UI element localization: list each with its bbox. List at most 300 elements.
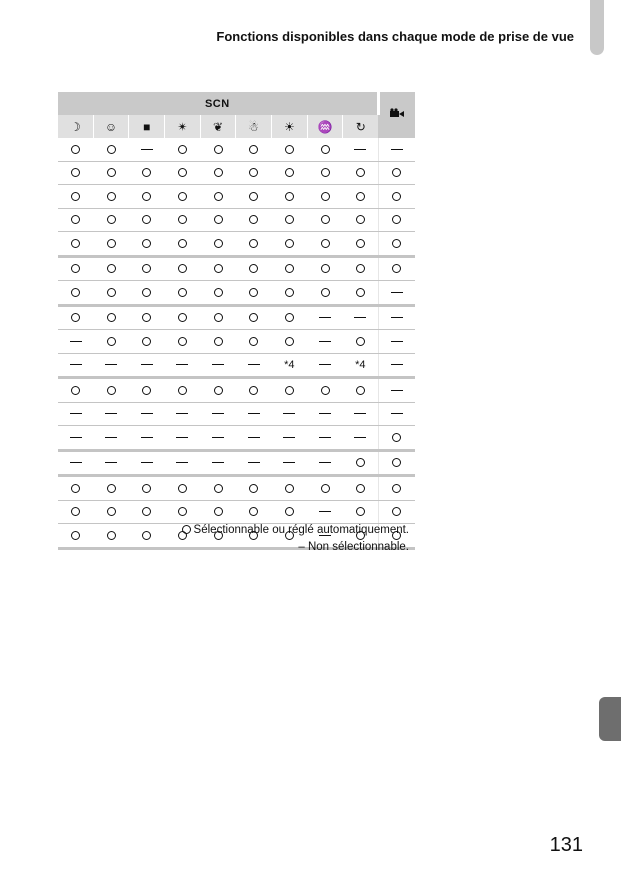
available-mark [285, 264, 294, 273]
table-cell [307, 330, 343, 354]
available-mark [285, 313, 294, 322]
table-cell [93, 353, 129, 378]
table-cell [200, 208, 236, 232]
table-cell [343, 256, 378, 281]
table-cell [378, 402, 415, 426]
unavailable-mark [176, 462, 188, 463]
available-mark [249, 215, 258, 224]
available-mark [321, 192, 330, 201]
table-cell [200, 500, 236, 524]
unavailable-mark [248, 413, 260, 414]
available-mark [285, 386, 294, 395]
table-cell [93, 402, 129, 426]
available-mark [107, 337, 116, 346]
available-mark [142, 215, 151, 224]
table-cell [378, 305, 415, 330]
table-cell [93, 256, 129, 281]
table-cell [236, 161, 272, 185]
table-cell [236, 500, 272, 524]
table-cell [200, 476, 236, 501]
table-cell [58, 185, 93, 209]
table-cell [378, 138, 415, 161]
sunset-icon: ☀ [272, 115, 308, 138]
table-cell [93, 138, 129, 161]
table-cell [343, 330, 378, 354]
available-mark [107, 239, 116, 248]
available-mark [107, 507, 116, 516]
table-cell [236, 353, 272, 378]
table-cell [129, 161, 165, 185]
available-mark [142, 168, 151, 177]
table-cell [93, 426, 129, 451]
available-mark [392, 433, 401, 442]
available-mark [214, 145, 223, 154]
available-mark [107, 192, 116, 201]
available-mark [285, 507, 294, 516]
available-mark [142, 507, 151, 516]
circle-icon [182, 525, 191, 534]
table-row [58, 281, 415, 306]
available-mark [178, 145, 187, 154]
table-cell [236, 402, 272, 426]
table-cell [93, 524, 129, 549]
available-mark [178, 337, 187, 346]
available-mark [392, 215, 401, 224]
available-mark [214, 288, 223, 297]
available-mark [71, 313, 80, 322]
table-cell [307, 450, 343, 476]
unavailable-mark [283, 462, 295, 463]
table-cell [58, 161, 93, 185]
unavailable-mark [141, 364, 153, 365]
available-mark [178, 507, 187, 516]
table-cell [307, 476, 343, 501]
table-cell [378, 208, 415, 232]
available-mark [142, 264, 151, 273]
table-cell [307, 305, 343, 330]
available-mark [356, 386, 365, 395]
available-mark [142, 313, 151, 322]
table-cell: *4 [343, 353, 378, 378]
table-cell [165, 208, 201, 232]
table-cell [165, 305, 201, 330]
table-cell [93, 330, 129, 354]
table-cell [200, 330, 236, 354]
table-cell [307, 256, 343, 281]
table-row [58, 426, 415, 451]
unavailable-mark [354, 413, 366, 414]
available-mark [178, 239, 187, 248]
table-cell [343, 232, 378, 257]
table-cell [343, 305, 378, 330]
available-mark [392, 168, 401, 177]
available-mark [249, 239, 258, 248]
table-cell [58, 524, 93, 549]
table-cell [272, 256, 308, 281]
available-mark [71, 168, 80, 177]
kids-pets-icon: ↻ [343, 115, 378, 138]
table-row [58, 185, 415, 209]
unavailable-mark [354, 437, 366, 438]
lamp-icon: ■ [129, 115, 165, 138]
available-mark [321, 288, 330, 297]
available-mark [356, 507, 365, 516]
legend-selectable: Sélectionnable ou réglé automatiquement. [182, 524, 409, 536]
unavailable-mark [70, 413, 82, 414]
table-cell [200, 305, 236, 330]
available-mark [249, 288, 258, 297]
table-cell [129, 450, 165, 476]
available-mark [107, 313, 116, 322]
table-cell [236, 185, 272, 209]
unavailable-mark [319, 341, 331, 342]
unavailable-mark [248, 437, 260, 438]
available-mark [142, 337, 151, 346]
available-mark [142, 386, 151, 395]
available-mark [178, 288, 187, 297]
unavailable-mark [354, 149, 366, 150]
fireworks-icon: ✴ [165, 115, 201, 138]
unavailable-mark [248, 462, 260, 463]
table-row [58, 305, 415, 330]
table-cell [165, 402, 201, 426]
available-mark [249, 337, 258, 346]
available-mark [321, 168, 330, 177]
table-cell [236, 208, 272, 232]
available-mark [285, 168, 294, 177]
face-shadow-icon: ☺ [93, 115, 129, 138]
available-mark [214, 484, 223, 493]
portrait-night-icon: ☽ [58, 115, 93, 138]
table-cell [272, 426, 308, 451]
table-cell [58, 450, 93, 476]
table-cell [272, 330, 308, 354]
table-cell [272, 138, 308, 161]
available-mark [356, 264, 365, 273]
table-cell [236, 305, 272, 330]
available-mark [142, 288, 151, 297]
unavailable-mark [141, 413, 153, 414]
table-cell [236, 232, 272, 257]
available-mark [214, 386, 223, 395]
section-tab [599, 697, 621, 741]
table-cell [236, 378, 272, 403]
unavailable-mark [283, 437, 295, 438]
available-mark [214, 264, 223, 273]
table-cell [343, 426, 378, 451]
table-cell [307, 185, 343, 209]
available-mark [71, 507, 80, 516]
unavailable-mark [105, 413, 117, 414]
table-cell [165, 256, 201, 281]
table-cell [129, 208, 165, 232]
table-row [58, 378, 415, 403]
table-row [58, 476, 415, 501]
table-cell [307, 281, 343, 306]
available-mark [214, 507, 223, 516]
table-cell [93, 378, 129, 403]
available-mark [321, 264, 330, 273]
table-row [58, 330, 415, 354]
available-mark [285, 192, 294, 201]
page-title: Fonctions disponibles dans chaque mode de prise de vue [216, 29, 574, 44]
unavailable-mark [141, 149, 153, 150]
table-cell [272, 378, 308, 403]
table-cell [307, 402, 343, 426]
available-mark [285, 145, 294, 154]
table-row [58, 161, 415, 185]
unavailable-mark [391, 292, 403, 293]
table-cell [378, 281, 415, 306]
available-mark [71, 239, 80, 248]
available-mark [356, 288, 365, 297]
available-mark [107, 484, 116, 493]
unavailable-mark [319, 462, 331, 463]
available-mark [392, 484, 401, 493]
table-cell [343, 161, 378, 185]
unavailable-mark [70, 341, 82, 342]
available-mark [107, 531, 116, 540]
table-cell [272, 208, 308, 232]
table-cell [200, 353, 236, 378]
legend-not-selectable: – Non sélectionnable. [298, 541, 409, 553]
table-cell [129, 402, 165, 426]
table-cell [343, 138, 378, 161]
table-cell [200, 378, 236, 403]
table-cell [200, 138, 236, 161]
table-row [58, 450, 415, 476]
table-row [58, 353, 415, 378]
table-cell [200, 161, 236, 185]
available-mark [356, 458, 365, 467]
table-cell [307, 232, 343, 257]
unavailable-mark [212, 462, 224, 463]
available-mark [321, 239, 330, 248]
table-cell [378, 500, 415, 524]
table-cell [93, 185, 129, 209]
table-cell [165, 476, 201, 501]
available-mark [249, 168, 258, 177]
unavailable-mark [212, 364, 224, 365]
table-cell [129, 185, 165, 209]
table-cell [165, 281, 201, 306]
table-cell [307, 378, 343, 403]
table-cell [58, 426, 93, 451]
table-cell [236, 256, 272, 281]
available-mark [249, 264, 258, 273]
available-mark [392, 458, 401, 467]
available-mark [142, 531, 151, 540]
table-cell [200, 256, 236, 281]
available-mark [214, 168, 223, 177]
table-cell [93, 208, 129, 232]
table-cell [378, 256, 415, 281]
available-mark [285, 484, 294, 493]
unavailable-mark [176, 364, 188, 365]
table-cell [378, 161, 415, 185]
table-cell [129, 281, 165, 306]
table-cell [343, 500, 378, 524]
unavailable-mark [354, 317, 366, 318]
available-mark [392, 239, 401, 248]
table-cell [129, 426, 165, 451]
available-mark [214, 239, 223, 248]
unavailable-mark [212, 437, 224, 438]
table-cell [58, 500, 93, 524]
table-cell [165, 185, 201, 209]
available-mark [285, 215, 294, 224]
table-cell [165, 330, 201, 354]
available-mark [142, 192, 151, 201]
table-cell [307, 208, 343, 232]
table-cell [165, 138, 201, 161]
available-mark [356, 192, 365, 201]
table-cell [307, 138, 343, 161]
available-mark [107, 215, 116, 224]
available-mark [321, 484, 330, 493]
unavailable-mark [105, 462, 117, 463]
table-cell [58, 208, 93, 232]
table-cell [343, 378, 378, 403]
table-row [58, 138, 415, 161]
available-mark [321, 386, 330, 395]
table-cell [200, 402, 236, 426]
available-mark [249, 507, 258, 516]
unavailable-mark [176, 437, 188, 438]
table-cell [236, 476, 272, 501]
table-cell [307, 426, 343, 451]
movie-camera-icon [378, 92, 415, 138]
table-cell [165, 353, 201, 378]
available-mark [321, 215, 330, 224]
unavailable-mark [70, 437, 82, 438]
unavailable-mark [391, 317, 403, 318]
table-cell [200, 450, 236, 476]
unavailable-mark [319, 413, 331, 414]
table-cell [378, 353, 415, 378]
table-cell [200, 232, 236, 257]
table-cell [378, 330, 415, 354]
unavailable-mark [105, 437, 117, 438]
available-mark [214, 192, 223, 201]
available-mark [285, 337, 294, 346]
unavailable-mark [70, 364, 82, 365]
available-mark [321, 145, 330, 154]
table-row [58, 500, 415, 524]
table-cell [236, 330, 272, 354]
available-mark [356, 215, 365, 224]
available-mark [285, 239, 294, 248]
unavailable-mark [212, 413, 224, 414]
unavailable-mark [141, 462, 153, 463]
table-cell [58, 305, 93, 330]
available-mark [249, 192, 258, 201]
available-mark [142, 484, 151, 493]
available-mark [356, 337, 365, 346]
available-mark [214, 337, 223, 346]
unavailable-mark [319, 364, 331, 365]
available-mark [178, 313, 187, 322]
unavailable-mark [319, 317, 331, 318]
available-mark [107, 386, 116, 395]
unavailable-mark [283, 413, 295, 414]
table-cell [272, 161, 308, 185]
table-cell [165, 161, 201, 185]
table-cell [272, 281, 308, 306]
table-cell [165, 426, 201, 451]
available-mark [71, 192, 80, 201]
available-mark [356, 168, 365, 177]
table-cell [272, 500, 308, 524]
table-cell [58, 232, 93, 257]
available-mark [178, 264, 187, 273]
table-cell [378, 232, 415, 257]
table-cell [93, 450, 129, 476]
table-cell [93, 161, 129, 185]
table-row [58, 256, 415, 281]
table-cell [343, 450, 378, 476]
table-cell [129, 353, 165, 378]
table-cell [93, 232, 129, 257]
table-cell [236, 426, 272, 451]
table-cell [343, 208, 378, 232]
available-mark [71, 288, 80, 297]
table-cell [129, 232, 165, 257]
table-row [58, 402, 415, 426]
available-mark [71, 264, 80, 273]
available-mark [71, 215, 80, 224]
available-mark [71, 531, 80, 540]
table-cell [93, 305, 129, 330]
table-cell [129, 476, 165, 501]
table-cell [165, 378, 201, 403]
table-cell [236, 450, 272, 476]
table-cell [236, 281, 272, 306]
available-mark [178, 168, 187, 177]
table-cell [58, 138, 93, 161]
table-cell [343, 476, 378, 501]
table-cell [200, 426, 236, 451]
underwater-icon: ♒ [307, 115, 343, 138]
function-table [58, 92, 415, 550]
available-mark [178, 192, 187, 201]
table-cell [58, 378, 93, 403]
unavailable-mark [141, 437, 153, 438]
available-mark [107, 145, 116, 154]
unavailable-mark [391, 364, 403, 365]
available-mark [249, 145, 258, 154]
table-cell [93, 281, 129, 306]
available-mark [285, 288, 294, 297]
unavailable-mark [70, 462, 82, 463]
table-cell [343, 281, 378, 306]
table-cell [343, 185, 378, 209]
table-cell [272, 305, 308, 330]
table-cell [58, 476, 93, 501]
table-cell [378, 185, 415, 209]
available-mark [71, 484, 80, 493]
table-cell [307, 161, 343, 185]
available-mark [214, 215, 223, 224]
table-row [58, 208, 415, 232]
table-cell [58, 402, 93, 426]
table-cell [272, 185, 308, 209]
unavailable-mark [319, 437, 331, 438]
table-cell [272, 402, 308, 426]
table-cell [165, 232, 201, 257]
unavailable-mark [391, 341, 403, 342]
available-mark [107, 168, 116, 177]
